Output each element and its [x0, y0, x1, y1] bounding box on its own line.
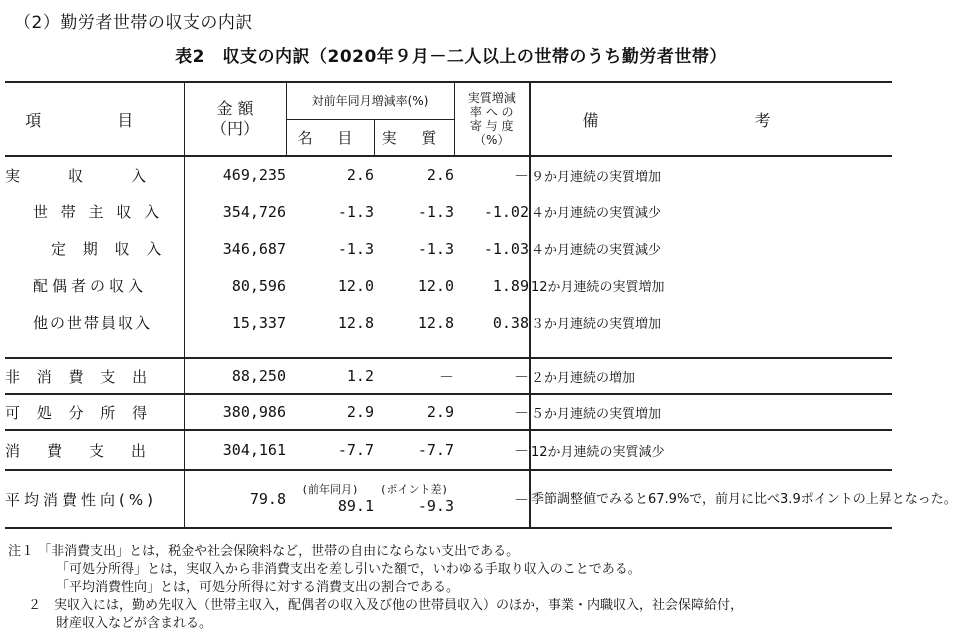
row-contribution: -1.03 [483, 239, 529, 258]
row-nominal: 12.0 [337, 276, 374, 295]
row-label: 消 費 支 出 [5, 430, 184, 470]
footnote: 「可処分所得」とは，実収入から非消費支出を差し引いた額で，いわゆる手取り収入のことである。 [56, 562, 641, 577]
row-label: 世 帯 主 収 入 [33, 203, 164, 221]
row-label: 平均消費性向(%) [5, 470, 184, 528]
header-contribution-line: 実質増減 [467, 91, 516, 105]
row-amount: 346,687 [184, 230, 286, 267]
row-contribution: － [454, 430, 530, 470]
header-amount [184, 82, 286, 156]
row-real: -1.3 [417, 202, 454, 221]
row-remark: ５か月連続の実質増加 [530, 394, 892, 430]
row-amount: 15,337 [184, 304, 286, 341]
header-real: 実 質 [374, 119, 454, 156]
row-nominal: 2.9 [286, 394, 374, 430]
row-label: 可 処 分 所 得 [5, 394, 184, 430]
row-real: -1.3 [417, 239, 454, 258]
row-amount: 79.8 [184, 470, 286, 528]
footnote: ２ 実収入には，勤め先収入（世帯主収入，配偶者の収入及び他の世帯員収入）のほか，事業・内職収入，社会保障給付， [28, 598, 744, 613]
table-title: 表2 収支の内訳（2020年９月－二人以上の世帯のうち勤労者世帯） [175, 47, 727, 67]
row-contribution: 0.38 [492, 313, 529, 332]
row-amount: 304,161 [184, 430, 286, 470]
row-remark: ４か月連続の実質減少 [530, 230, 892, 267]
header-nominal: 名 目 [286, 119, 374, 156]
previous-year-sublabel: (前年同月) [301, 483, 359, 496]
row-label: 配偶者の収入 [33, 277, 148, 295]
footnote: 注１ 「非消費支出」とは，税金や社会保険料など，世帯の自由にならない支出である。 [8, 544, 520, 559]
row-nominal: 1.2 [286, 358, 374, 394]
row-nominal: -7.7 [286, 430, 374, 470]
row-contribution: － [454, 358, 530, 394]
row-label: 定 期 収 入 [51, 240, 168, 258]
header-contribution [454, 82, 530, 156]
section-heading: （2）勤労者世帯の収支の内訳 [14, 13, 253, 33]
header-amount-unit: （円） [210, 119, 259, 138]
row-remark: ４か月連続の実質減少 [530, 193, 892, 230]
header-contribution-line: 寄 与 度 [469, 119, 514, 133]
footnotes [8, 543, 743, 633]
row-remark: 季節調整値でみると67.9%で，前月に比べ3.9ポイントの上昇となった。 [530, 470, 892, 528]
footnote: 財産収入などが含まれる。 [56, 616, 213, 631]
previous-year-value: 89.1 [337, 497, 374, 515]
row-remark: ３か月連続の実質増加 [530, 304, 892, 341]
row-real [374, 470, 454, 528]
row-contribution: － [454, 156, 530, 193]
row-remark: ９か月連続の実質増加 [530, 156, 892, 193]
row-real: 12.8 [417, 313, 454, 332]
row-contribution: － [454, 394, 530, 430]
row-real: 2.9 [374, 394, 454, 430]
header-remarks: 備 考 [530, 82, 892, 156]
point-diff-value: -9.3 [417, 497, 454, 515]
row-nominal [286, 470, 374, 528]
row-remark: 12か月連続の実質減少 [530, 430, 892, 470]
footnote: 「平均消費性向」とは，可処分所得に対する消費支出の割合である。 [56, 580, 460, 595]
row-remark: ２か月連続の増加 [530, 358, 892, 394]
header-item: 項 目 [5, 82, 184, 156]
row-amount: 88,250 [184, 358, 286, 394]
header-contribution-line: 率 へ の [469, 105, 514, 119]
row-real: 2.6 [374, 156, 454, 193]
header-amount-label: 金 額 [216, 99, 254, 118]
row-amount: 354,726 [184, 193, 286, 230]
header-contribution-line: （%） [474, 133, 510, 147]
row-label: 他の世帯員収入 [33, 314, 153, 332]
row-label: 非 消 費 支 出 [5, 358, 184, 394]
row-nominal: 12.8 [337, 313, 374, 332]
row-nominal: 2.6 [286, 156, 374, 193]
row-amount: 469,235 [184, 156, 286, 193]
row-contribution: － [454, 470, 530, 528]
row-contribution: 1.89 [492, 276, 529, 295]
row-amount: 380,986 [184, 394, 286, 430]
row-label: 実 収 入 [5, 156, 184, 193]
header-yoy-group: 対前年同月増減率(%) [286, 82, 454, 119]
row-remark: 12か月連続の実質増加 [530, 267, 892, 304]
row-real: 12.0 [417, 276, 454, 295]
income-expenditure-table [5, 81, 957, 529]
row-contribution: -1.02 [483, 202, 529, 221]
row-nominal: -1.3 [337, 202, 374, 221]
row-nominal: -1.3 [337, 239, 374, 258]
point-diff-sublabel: (ポイント差) [379, 483, 449, 496]
row-real: － [374, 358, 454, 394]
row-real: -7.7 [374, 430, 454, 470]
row-amount: 80,596 [184, 267, 286, 304]
